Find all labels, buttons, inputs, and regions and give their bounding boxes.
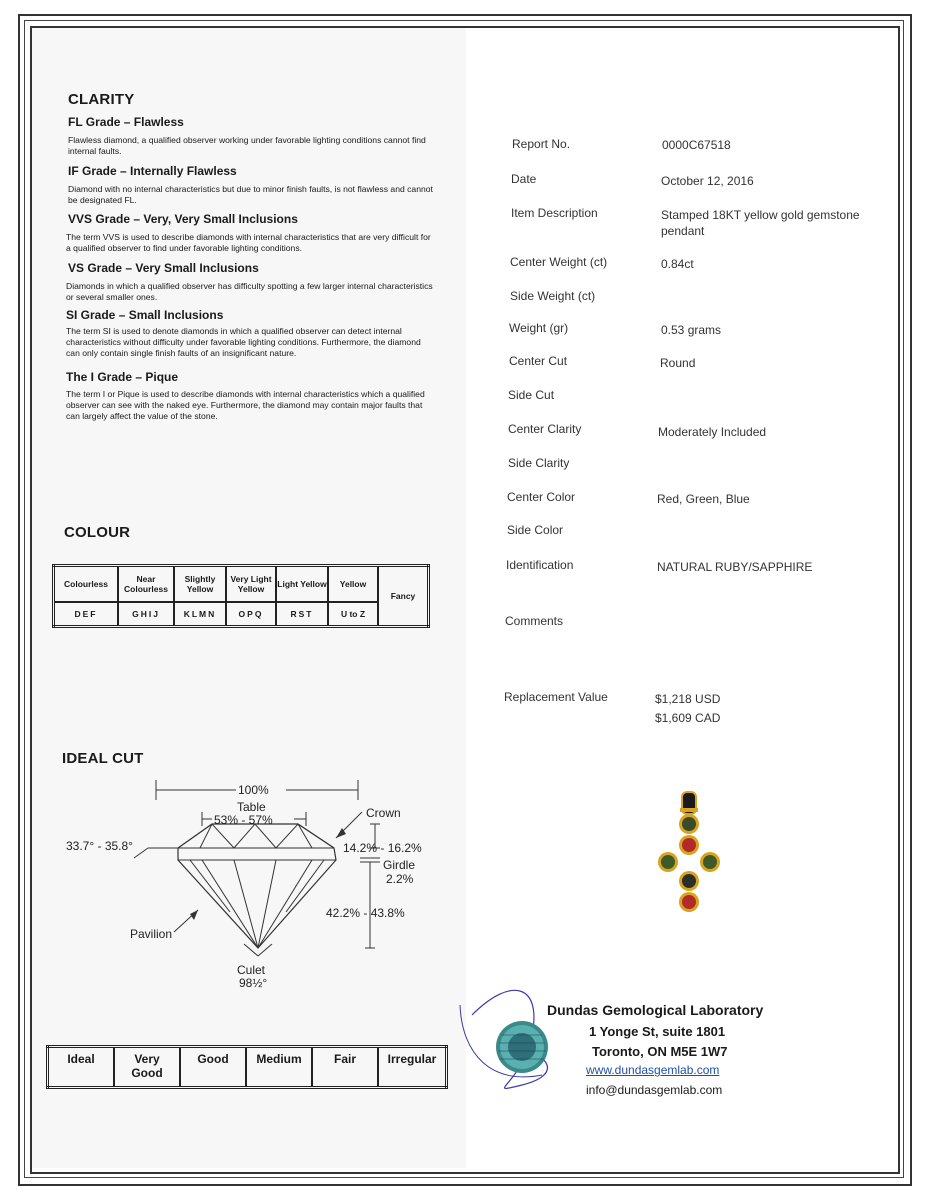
cut-grade-table — [46, 1045, 448, 1089]
diagram-culet-value: 98½° — [239, 976, 268, 990]
field-label-side-cut: Side Cut — [508, 388, 555, 402]
colour-col-grades: DEF — [54, 602, 119, 627]
field-label-date: Date — [511, 172, 537, 186]
cut-grade-cell: Ideal — [48, 1047, 115, 1088]
field-label-item-description: Item Description — [511, 206, 598, 220]
colour-col-grades: RST — [276, 602, 328, 627]
field-value-item-description: Stamped 18KT yellow gold gemstone pendant — [661, 208, 860, 238]
colour-col-grades: U to Z — [328, 602, 378, 627]
lab-address-2: Toronto, ON M5E 1W7 — [592, 1044, 728, 1059]
diamond-proportions-diagram — [40, 772, 460, 998]
grade-text-if: Diamond with no internal characteristics but due to minor finish faults, is not flawless and cannot be designated FL. — [68, 184, 433, 205]
grade-heading-i: The I Grade – Pique — [66, 370, 179, 384]
lab-name: Dundas Gemological Laboratory — [547, 1002, 764, 1018]
cut-grade-cell: Medium — [246, 1047, 312, 1088]
field-label-center-weight: Center Weight (ct) — [510, 255, 608, 269]
field-label-weight-gr: Weight (gr) — [509, 321, 569, 335]
ideal-cut-title: IDEAL CUT — [62, 750, 144, 767]
field-value-replacement-cad: $1,609 CAD — [655, 711, 721, 725]
field-label-side-color: Side Color — [507, 523, 564, 537]
field-value-identification: NATURAL RUBY/SAPPHIRE — [657, 560, 813, 574]
colour-col-grades: KLMN — [174, 602, 226, 627]
grade-text-i: The term I or Pique is used to describe diamonds with internal characteristics which a qualified observer can see with the naked eye. Furthermore, the diamond may contain major faults that can largely affect the value of the stone. — [66, 389, 425, 421]
diagram-pavilion-depth: 42.2% - 43.8% — [326, 906, 405, 920]
grade-text-vs: Diamonds in which a qualified observer has difficulty spotting a few larger internal characteristics or several smaller ones. — [66, 281, 433, 302]
field-label-side-clarity: Side Clarity — [508, 456, 570, 470]
diagram-crown-label: Crown — [366, 806, 401, 820]
grade-heading-vvs: VVS Grade – Very, Very Small Inclusions — [68, 212, 298, 226]
colour-col-name: Slightly Yellow — [174, 566, 226, 603]
lab-website-link[interactable]: www.dundasgemlab.com — [586, 1063, 720, 1077]
grade-heading-fl: FL Grade – Flawless — [68, 115, 184, 129]
clarity-title: CLARITY — [68, 91, 135, 108]
diagram-girdle-label: Girdle — [383, 858, 416, 872]
colour-col-name: Fancy — [378, 566, 429, 627]
field-label-center-cut: Center Cut — [509, 354, 568, 368]
colour-scale-table — [52, 564, 430, 628]
field-value-date: October 12, 2016 — [661, 174, 754, 188]
diagram-table-label: Table — [237, 800, 266, 814]
pendant-photo — [652, 790, 732, 920]
lab-address-1: 1 Yonge St, suite 1801 — [589, 1024, 726, 1039]
field-label-report-no: Report No. — [512, 137, 571, 151]
grade-heading-if: IF Grade – Internally Flawless — [68, 164, 237, 178]
field-value-center-color: Red, Green, Blue — [657, 492, 750, 506]
lab-seal-hologram — [452, 975, 562, 1105]
colour-col-grades: GHIJ — [118, 602, 174, 627]
diagram-pavilion-label: Pavilion — [130, 927, 173, 941]
diagram-crown-angle: 33.7° - 35.8° — [66, 839, 133, 853]
grade-heading-si: SI Grade – Small Inclusions — [66, 308, 224, 322]
diagram-girdle-pct: 2.2% — [386, 872, 414, 886]
diagram-table-range: 53% - 57% — [214, 813, 273, 827]
grade-text-fl: Flawless diamond, a qualified observer working under favorable lighting conditions cannot find internal faults. — [68, 135, 426, 156]
field-value-weight-gr: 0.53 grams — [661, 323, 722, 337]
colour-title: COLOUR — [64, 524, 131, 541]
grade-heading-vs: VS Grade – Very Small Inclusions — [68, 261, 259, 275]
field-label-identification: Identification — [506, 558, 574, 572]
cut-grade-cell: Irregular — [378, 1047, 447, 1088]
diagram-culet-label: Culet — [237, 963, 266, 977]
diagram-table-pct: 100% — [238, 783, 269, 797]
colour-col-name: Very Light Yellow — [226, 566, 276, 603]
field-value-replacement-usd: $1,218 USD — [655, 692, 721, 706]
field-label-comments: Comments — [505, 614, 564, 628]
field-label-center-clarity: Center Clarity — [508, 422, 582, 436]
field-value-center-weight: 0.84ct — [661, 257, 694, 271]
cut-grade-cell: Very Good — [114, 1047, 180, 1088]
field-label-replacement-value: Replacement Value — [504, 690, 608, 704]
grade-text-vvs: The term VVS is used to describe diamonds with internal characteristics that are very difficult for a qualified observer to find under favorable lighting conditions. — [66, 232, 431, 253]
colour-col-name: Near Colourless — [118, 566, 174, 603]
field-label-center-color: Center Color — [507, 490, 576, 504]
cut-grade-cell: Fair — [312, 1047, 378, 1088]
colour-col-name: Yellow — [328, 566, 378, 603]
field-value-center-clarity: Moderately Included — [658, 425, 767, 439]
field-value-report-no: 0000C67518 — [662, 138, 731, 152]
colour-col-grades: OPQ — [226, 602, 276, 627]
colour-col-name: Colourless — [54, 566, 119, 603]
grade-text-si: The term SI is used to denote diamonds in which a qualified observer can detect internal characteristics without difficulty under favorable lighting conditions. Furthermore, the diamond can only contain single finish faults of an insignificant nature. — [66, 326, 421, 358]
colour-col-name: Light Yellow — [276, 566, 328, 603]
cut-grade-cell: Good — [180, 1047, 246, 1088]
diagram-crown-height: 14.2% - 16.2% — [343, 841, 422, 855]
field-value-center-cut: Round — [660, 356, 696, 370]
lab-email: info@dundasgemlab.com — [586, 1083, 723, 1097]
field-label-side-weight: Side Weight (ct) — [510, 289, 596, 303]
